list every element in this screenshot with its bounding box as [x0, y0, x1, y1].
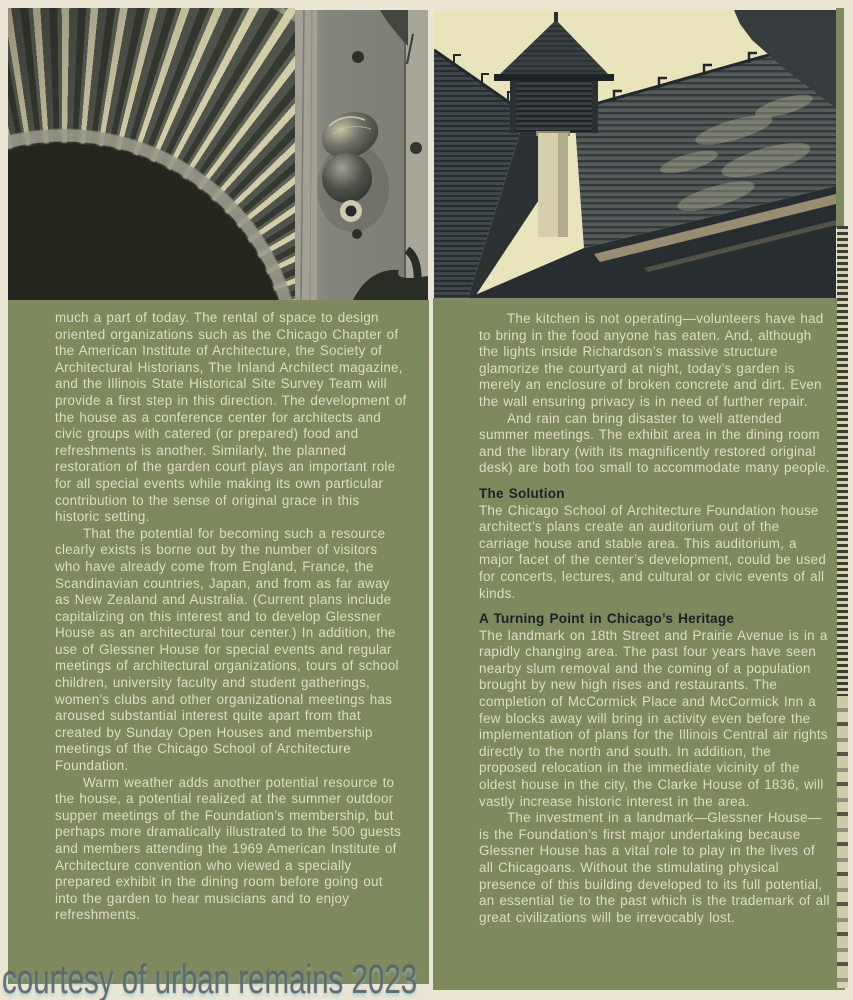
- paragraph-auditorium: The Chicago School of Architecture Foundation house architect’s plans create an auditorium out of the carriage house and stable area. This auditorium, a major facet of the center’s development, could be used for concerts, lectures, and cultural or civic events of all kinds.: [479, 502, 827, 601]
- right-column: [479, 311, 831, 926]
- fold-crease: [429, 300, 432, 990]
- deckle-edge-lower: [837, 696, 848, 988]
- roofline-illustration: [434, 10, 836, 298]
- stone-arch-photo: [8, 8, 295, 301]
- paragraph-kitchen: The kitchen is not operating—volunteers have had to bring in the food anyone has eaten. And, although the lights inside Richardson’s massive structure glamorize the courtyard at night, today’s garden is merely an enclosure of broken concrete and dirt. Even the wall ensuring privacy is in need of further repair.: [479, 311, 824, 409]
- door-hardware-illustration: [295, 10, 428, 300]
- section-heading-solution: The Solution: [479, 485, 565, 501]
- roofline-photo: [434, 10, 836, 298]
- paragraph-rain: And rain can bring disaster to well attended summer meetings. The exhibit area in the dining room and the library (with its magnificently restored original desk) are both too small to accommodate many people.: [479, 410, 830, 476]
- paragraph-investment: The investment in a landmark—Glessner House—is the Foundation’s first major undertaking because Glessner House has a vital role to play in the lives of all Chicagoans. Without the stimulating physical presence of this building developed to its full potential, an essential tie to the past which is the trademark of all great civilizations will be irrevocably lost.: [479, 810, 830, 925]
- section-heading-turning-point: A Turning Point in Chicago’s Heritage: [479, 611, 735, 627]
- paragraph-landmark-area: The landmark on 18th Street and Prairie Avenue is in a rapidly changing area. The past four years have seen nearby slum removal and the coming of a population brought by new high rises and restaurants. The completion of McCormick Place and McCormick Inn a few blocks away will bring in activity even before the implementation of plans for the Illinois Central air rights directly to the north and south. In addition, the proposed relocation in the immediate vicinity of the oldest house in the city, the Clarke House of 1836, will vastly increase historic interest in the area.: [479, 627, 828, 809]
- paragraph-rental-of-space: much a part of today. The rental of space to design oriented organizations such as the Chicago Chapter of the American Institute of Architecture, the Society of Architectural Historians, The Inland Architect magazine, and the Illinois State Historical Site Survey Team will provide a first step in this direction. The development of the house as a conference center for architects and civic groups with catered (or prepared) food and refreshments is another. Similarly, the planned restoration of the garden court plays an important role for all special events while making its own particular contribution to the sense of original grace in this historic setting.: [55, 310, 407, 525]
- paragraph-visitor-potential: That the potential for becoming such a resource clearly exists is borne out by the number of visitors who have already come from England, France, the Scandinavian countries, Japan, and from as far away as New Zealand and Australia. (Current plans include capitalizing on this interest and to develop Glessner House as an architectural tour center.) In addition, the use of Glessner House for special events and regular meetings of architectural organizations, tours of school children, university faculty and student gatherings, women’s clubs and other organizational meetings has aroused substantial interest quite apart from that created by Sunday Open Houses and membership meetings of the Chicago School of Architecture Foundation.: [55, 525, 399, 774]
- left-column: [55, 310, 407, 924]
- door-hardware-photo: [295, 10, 428, 300]
- watermark: courtesy of urban remains 2023: [2, 956, 418, 1000]
- paragraph-warm-weather: Warm weather adds another potential resource to the house, a potential realized at the summer outdoor supper meetings of the Foundation’s membership, but perhaps more dramatically illustrated to the 500 guests and members attending the 1969 American Institute of Architecture convention who viewed a specially prepared exhibit in the dining room before going out into the garden to hear musicians and to enjoy refreshments.: [55, 774, 402, 923]
- deckle-edge-upper: [837, 226, 848, 696]
- page-edge-green-sliver: [836, 8, 844, 228]
